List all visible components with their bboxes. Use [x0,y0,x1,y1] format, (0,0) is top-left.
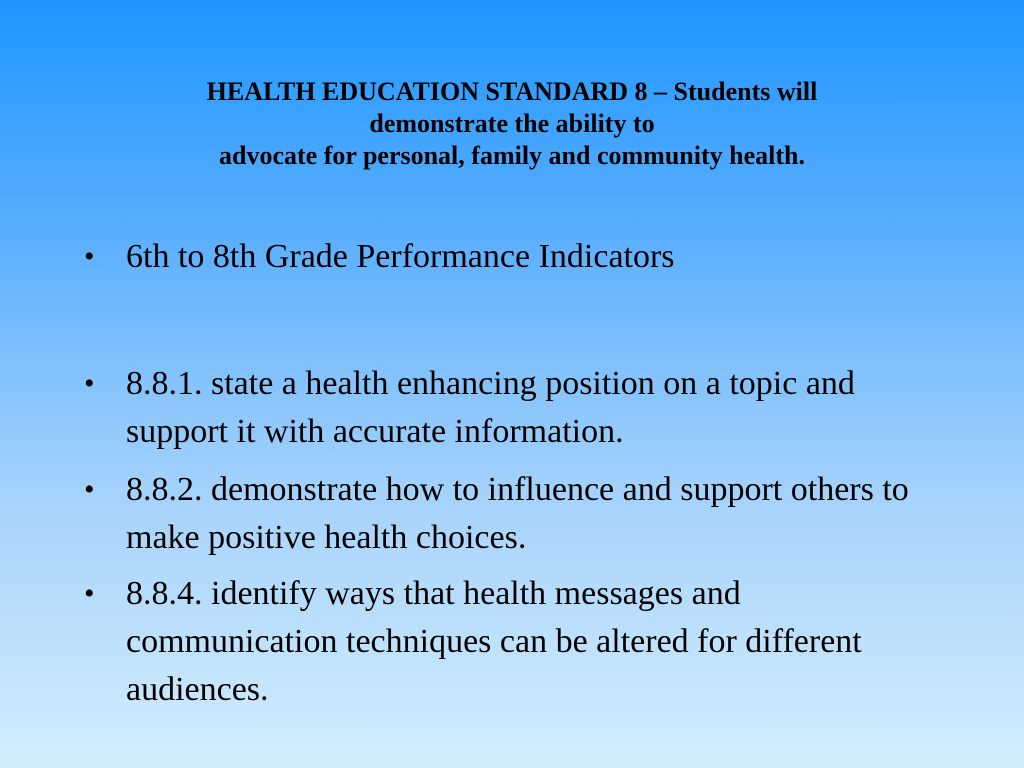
slide-title [60,76,964,172]
bullet-dot-icon: • [84,577,95,610]
title-line-3: advocate for personal, family and community health. [219,141,805,170]
bullet-text: 8.8.2. demonstrate how to influence and support others to make positive health choices. [126,471,909,556]
bullet-text: 8.8.4. identify ways that health messages and communication techniques can be altered for different audiences. [126,575,862,708]
bullet-dot-icon: • [84,240,95,273]
bullet-item-8-8-1 [80,360,930,456]
bullet-text: 8.8.1. state a health enhancing position on a topic and support it with accurate information. [126,365,855,450]
title-line-1: HEALTH EDUCATION STANDARD 8 – Students will [206,77,818,106]
bullet-item-8-8-4 [80,570,930,714]
title-line-2: demonstrate the ability to [369,109,655,138]
bullet-dot-icon: • [84,367,95,400]
bullet-dot-icon: • [84,473,95,506]
bullet-item-8-8-2 [80,466,930,562]
bullet-item-grade-indicators [80,233,930,281]
bullet-text: 6th to 8th Grade Performance Indicators [126,238,675,275]
